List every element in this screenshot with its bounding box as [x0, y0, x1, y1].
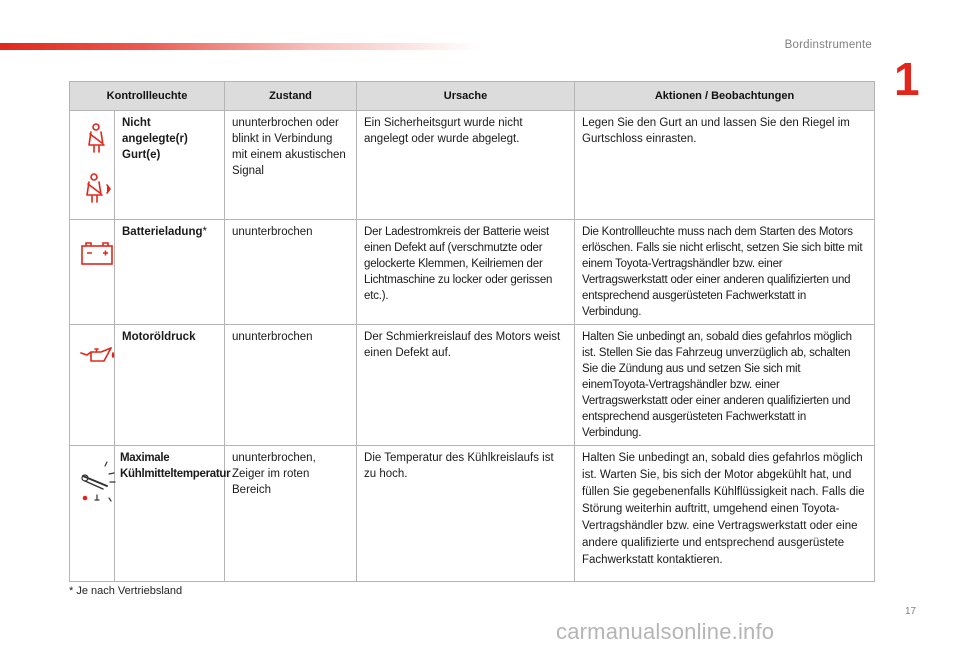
warning-lights-table: [69, 81, 875, 582]
warning-cause: Die Temperatur des Kühlkreislaufs ist zu hoch.: [357, 446, 575, 582]
table-row: [70, 325, 875, 446]
icon-cell: [70, 111, 115, 220]
warning-name: Motoröldruck: [115, 325, 225, 446]
warning-action: Halten Sie unbedingt an, sobald dies gefahrlos möglich ist. Warten Sie, bis sich der Motor abgekühlt hat, und füllen Sie gegebenenfalls Kühlflüssigkeit nach. Falls die Störung weiterhin auftritt, umgehend einen Toyota-Vertragshändler bzw. eine Vertragswerkstatt oder eine andere qualifizierte und entsprechend ausgerüstete Fachwerkstatt kontaktieren.: [575, 446, 875, 582]
page-number: 17: [905, 606, 917, 617]
warning-cause: Der Ladestromkreis der Batterie weist einen Defekt auf (verschmutzte oder gelockerte Klemmen, Keilriemen der Lichtmaschine zu locker oder gerissen etc.).: [357, 220, 575, 325]
chapter-number: 1: [894, 53, 920, 105]
column-header-kontrollleuchte: Kontrollleuchte: [70, 82, 225, 111]
warning-cause: Der Schmierkreislauf des Motors weist einen Defekt auf.: [357, 325, 575, 446]
footnote: * Je nach Vertriebsland: [69, 585, 183, 597]
icon-cell: [70, 446, 115, 582]
section-title: Bordinstrumente: [784, 39, 872, 51]
footnote-marker: *: [202, 226, 207, 238]
column-header-zustand: Zustand: [225, 82, 357, 111]
warning-state: ununterbrochen: [225, 220, 357, 325]
warning-state: ununterbrochen: [225, 325, 357, 446]
watermark: carmanualsonline.info: [556, 619, 775, 644]
warning-action: Die Kontrollleuchte muss nach dem Starten des Motors erlöschen. Falls sie nicht erlischt, setzen Sie sich bitte mit einem Toyota-Vertragshändler bzw. einer Vertragswerkstatt oder einer anderen qualifizierten und entsprechend ausgerüsteten Fachwerkstatt in Verbindung.: [575, 220, 875, 325]
column-header-ursache: Ursache: [357, 82, 575, 111]
icon-cell: [70, 220, 115, 325]
warning-action: Legen Sie den Gurt an und lassen Sie den Riegel im Gurtschloss einrasten.: [575, 111, 875, 220]
warning-name: Nicht angelegte(r) Gurt(e): [115, 111, 225, 220]
icon-cell: [70, 325, 115, 446]
warning-state: ununterbrochen, Zeiger im roten Bereich: [225, 446, 357, 582]
header-accent-bar: [0, 43, 480, 50]
column-header-aktionen: Aktionen / Beobachtungen: [575, 82, 875, 111]
warning-cause: Ein Sicherheitsgurt wurde nicht angelegt oder wurde abgelegt.: [357, 111, 575, 220]
warning-action: Halten Sie unbedingt an, sobald dies gefahrlos möglich ist. Stellen Sie das Fahrzeug unverzüglich ab, schalten Sie die Zündung aus und setzen Sie sich mit einemToyota-Vertragshändler bzw. einer Vertragswerkstatt oder einer anderen qualifizierten und entsprechend ausgerüsteten Fachwerkstatt in Verbindung.: [575, 325, 875, 446]
warning-name: Batterieladung: [122, 226, 203, 238]
oil-can-icon: [77, 335, 117, 375]
table-row: [70, 220, 875, 325]
table-header-row: [70, 82, 875, 111]
warning-state: ununterbrochen oder blinkt in Verbindung mit einem akustischen Signal: [225, 111, 357, 220]
table-row: [70, 446, 875, 582]
warning-name: Maximale Kühlmitteltemperatur: [115, 446, 225, 582]
table-row: [70, 111, 875, 220]
battery-icon: [77, 234, 117, 274]
seatbelt-warning-icon: [77, 115, 117, 211]
